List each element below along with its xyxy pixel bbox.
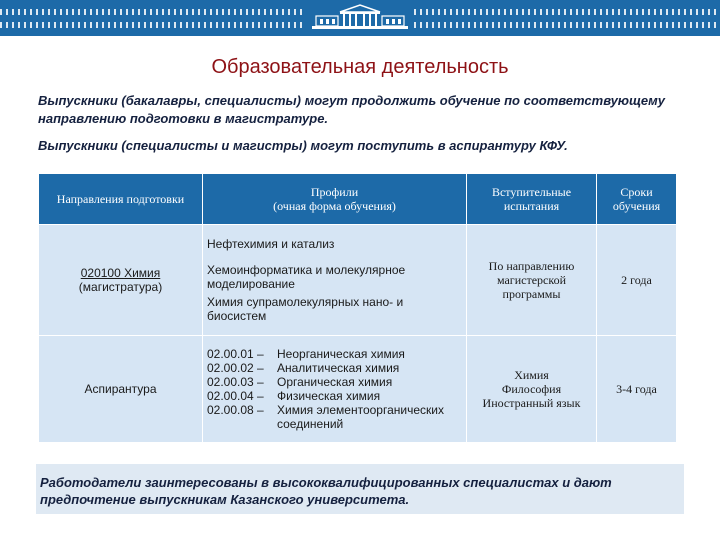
programs-table <box>38 173 677 443</box>
exam-item: Химия <box>514 368 549 382</box>
profiles-cell <box>203 225 467 336</box>
header-exams: Вступительные испытания <box>467 174 597 225</box>
exams-cell: По направлению магистерской программы <box>467 225 597 336</box>
header-profiles-title: Профили <box>310 185 359 199</box>
header-banner <box>0 0 720 36</box>
program-level: (магистратура) <box>78 280 163 294</box>
specialty-item: 02.00.08 – Химия элементоорганических соединений <box>207 403 444 431</box>
profile-item: Нефтехимия и катализ <box>207 237 335 251</box>
profile-item: Химия супрамолекулярных нано- и биосистем <box>207 295 404 323</box>
program-code-link[interactable]: 020100 Химия <box>80 266 161 280</box>
header-profiles-sub: (очная форма обучения) <box>273 199 396 213</box>
exam-item: Философия <box>501 382 562 396</box>
employers-text: Работодатели заинтересованы в высококвалифицированных специалистах и дают предпочтение выпускникам Казанского университета. <box>40 475 612 507</box>
direction-cell: Аспирантура <box>39 336 203 443</box>
header-profiles <box>203 174 467 225</box>
header-direction: Направления подготовки <box>39 174 203 225</box>
table-row <box>39 225 677 336</box>
exams-cell <box>467 336 597 443</box>
table-row <box>39 336 677 443</box>
specialty-item: 02.00.04 – Физическая химия <box>207 389 381 403</box>
direction-cell <box>39 225 203 336</box>
profile-item: Хемоинформатика и молекулярное моделирование <box>207 263 406 291</box>
term-cell: 2 года <box>597 225 677 336</box>
specialty-item: 02.00.03 – Органическая химия <box>207 375 393 389</box>
graduates-postgrad-text: Выпускники (специалисты и магистры) могут поступить в аспирантуру КФУ. <box>38 138 568 153</box>
specialties-cell <box>203 336 467 443</box>
table-header-row <box>39 174 677 225</box>
graduates-masters-text: Выпускники (бакалавры, специалисты) могут продолжить обучение по соответствующему направлению подготовки в магистратуре. <box>38 93 665 126</box>
specialty-item: 02.00.01 – Неорганическая химия <box>207 347 405 361</box>
slide-title: Образовательная деятельность <box>211 56 509 78</box>
header-terms: Сроки обучения <box>597 174 677 225</box>
university-building-icon <box>306 2 414 32</box>
term-cell: 3-4 года <box>597 336 677 443</box>
exam-item: Иностранный язык <box>482 396 581 410</box>
specialty-item: 02.00.02 – Аналитическая химия <box>207 361 400 375</box>
